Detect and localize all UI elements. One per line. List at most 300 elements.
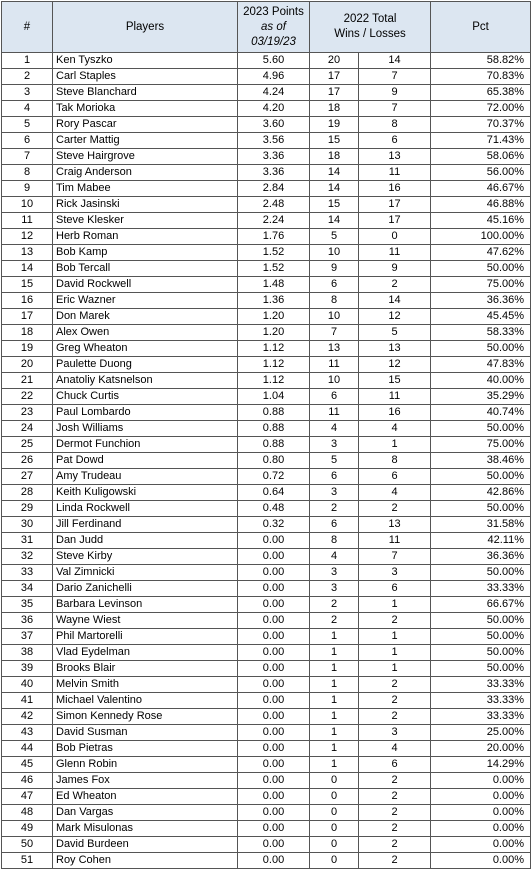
wins-cell: 1 [310, 709, 359, 725]
rank-cell: 20 [2, 357, 53, 373]
points-cell: 3.60 [238, 117, 310, 133]
pct-cell: 50.00% [431, 261, 531, 277]
losses-cell: 11 [359, 245, 431, 261]
table-row [2, 165, 531, 181]
points-cell: 0.00 [238, 597, 310, 613]
table-row [2, 549, 531, 565]
pct-cell: 65.38% [431, 85, 531, 101]
pct-cell: 42.11% [431, 533, 531, 549]
losses-cell: 2 [359, 677, 431, 693]
rank-cell: 43 [2, 725, 53, 741]
losses-cell: 6 [359, 469, 431, 485]
losses-cell: 2 [359, 709, 431, 725]
pct-cell: 46.67% [431, 181, 531, 197]
points-cell: 0.00 [238, 613, 310, 629]
pct-cell: 47.83% [431, 357, 531, 373]
pct-cell: 0.00% [431, 821, 531, 837]
player-name-cell: Val Zimnicki [53, 565, 238, 581]
losses-cell: 2 [359, 805, 431, 821]
losses-cell: 11 [359, 533, 431, 549]
points-cell: 0.00 [238, 629, 310, 645]
pct-cell: 50.00% [431, 501, 531, 517]
table-row [2, 661, 531, 677]
pct-cell: 0.00% [431, 837, 531, 853]
pct-cell: 14.29% [431, 757, 531, 773]
table-row [2, 421, 531, 437]
wins-cell: 1 [310, 629, 359, 645]
rank-cell: 4 [2, 101, 53, 117]
points-cell: 0.80 [238, 453, 310, 469]
wins-cell: 17 [310, 85, 359, 101]
table-row [2, 389, 531, 405]
player-name-cell: Herb Roman [53, 229, 238, 245]
table-row [2, 821, 531, 837]
losses-cell: 2 [359, 613, 431, 629]
pct-cell: 40.00% [431, 373, 531, 389]
pct-header: Pct [431, 2, 531, 53]
pct-cell: 71.43% [431, 133, 531, 149]
points-cell: 0.88 [238, 437, 310, 453]
pct-cell: 75.00% [431, 437, 531, 453]
table-body [2, 53, 531, 869]
table-row [2, 485, 531, 501]
table-row [2, 277, 531, 293]
points-cell: 0.00 [238, 757, 310, 773]
table-row [2, 101, 531, 117]
wins-cell: 20 [310, 53, 359, 69]
rank-cell: 41 [2, 693, 53, 709]
table-row [2, 341, 531, 357]
points-cell: 4.24 [238, 85, 310, 101]
table-row [2, 757, 531, 773]
losses-cell: 13 [359, 517, 431, 533]
wins-cell: 14 [310, 213, 359, 229]
player-name-cell: David Rockwell [53, 277, 238, 293]
points-cell: 0.64 [238, 485, 310, 501]
pct-cell: 42.86% [431, 485, 531, 501]
table-row [2, 149, 531, 165]
points-cell: 1.04 [238, 389, 310, 405]
points-cell: 0.00 [238, 693, 310, 709]
rank-cell: 51 [2, 853, 53, 869]
pct-cell: 36.36% [431, 293, 531, 309]
wins-cell: 17 [310, 69, 359, 85]
player-name-cell: Dermot Funchion [53, 437, 238, 453]
player-name-cell: Josh Williams [53, 421, 238, 437]
table-row [2, 181, 531, 197]
table-row [2, 69, 531, 85]
rank-cell: 15 [2, 277, 53, 293]
table-row [2, 805, 531, 821]
table-row [2, 229, 531, 245]
wins-cell: 0 [310, 821, 359, 837]
points-cell: 4.20 [238, 101, 310, 117]
wins-cell: 0 [310, 773, 359, 789]
losses-cell: 8 [359, 453, 431, 469]
player-name-cell: Glenn Robin [53, 757, 238, 773]
rank-cell: 35 [2, 597, 53, 613]
points-cell: 1.52 [238, 261, 310, 277]
pct-cell: 0.00% [431, 853, 531, 869]
player-name-cell: David Susman [53, 725, 238, 741]
table-row [2, 245, 531, 261]
wins-losses-header-line2: Wins / Losses [334, 28, 406, 40]
points-cell: 2.24 [238, 213, 310, 229]
pct-cell: 33.33% [431, 677, 531, 693]
rank-cell: 19 [2, 341, 53, 357]
table-row [2, 197, 531, 213]
pct-cell: 66.67% [431, 597, 531, 613]
wins-cell: 6 [310, 389, 359, 405]
rank-cell: 17 [2, 309, 53, 325]
player-name-cell: Rory Pascar [53, 117, 238, 133]
player-name-cell: Carter Mattig [53, 133, 238, 149]
table-row [2, 85, 531, 101]
points-cell: 1.12 [238, 341, 310, 357]
points-cell: 0.00 [238, 789, 310, 805]
player-name-cell: Dan Judd [53, 533, 238, 549]
pct-cell: 0.00% [431, 773, 531, 789]
pct-cell: 50.00% [431, 661, 531, 677]
points-cell: 0.00 [238, 549, 310, 565]
rank-cell: 12 [2, 229, 53, 245]
pct-cell: 50.00% [431, 341, 531, 357]
pct-cell: 58.33% [431, 325, 531, 341]
rank-cell: 1 [2, 53, 53, 69]
losses-cell: 13 [359, 341, 431, 357]
rank-cell: 25 [2, 437, 53, 453]
losses-cell: 9 [359, 261, 431, 277]
player-name-cell: Bob Pietras [53, 741, 238, 757]
losses-cell: 6 [359, 581, 431, 597]
pct-cell: 72.00% [431, 101, 531, 117]
points-cell: 0.32 [238, 517, 310, 533]
wins-cell: 3 [310, 437, 359, 453]
rank-cell: 31 [2, 533, 53, 549]
pct-cell: 70.37% [431, 117, 531, 133]
table-row [2, 613, 531, 629]
losses-cell: 1 [359, 661, 431, 677]
wins-cell: 1 [310, 645, 359, 661]
wins-cell: 11 [310, 405, 359, 421]
rank-cell: 28 [2, 485, 53, 501]
rank-cell: 11 [2, 213, 53, 229]
table-row [2, 741, 531, 757]
pct-cell: 50.00% [431, 565, 531, 581]
table-row [2, 325, 531, 341]
losses-cell: 11 [359, 389, 431, 405]
losses-cell: 7 [359, 549, 431, 565]
pct-cell: 38.46% [431, 453, 531, 469]
player-name-cell: Melvin Smith [53, 677, 238, 693]
points-cell: 3.56 [238, 133, 310, 149]
table-row [2, 533, 531, 549]
player-name-cell: David Burdeen [53, 837, 238, 853]
losses-cell: 17 [359, 213, 431, 229]
rank-cell: 22 [2, 389, 53, 405]
rank-cell: 14 [2, 261, 53, 277]
player-name-cell: Pat Dowd [53, 453, 238, 469]
pct-cell: 58.82% [431, 53, 531, 69]
table-row [2, 645, 531, 661]
table-row [2, 693, 531, 709]
wins-cell: 2 [310, 501, 359, 517]
table-row [2, 581, 531, 597]
player-name-cell: Linda Rockwell [53, 501, 238, 517]
rank-cell: 2 [2, 69, 53, 85]
pct-cell: 31.58% [431, 517, 531, 533]
losses-cell: 2 [359, 821, 431, 837]
wins-cell: 3 [310, 565, 359, 581]
wins-cell: 1 [310, 693, 359, 709]
pct-cell: 0.00% [431, 805, 531, 821]
wins-cell: 0 [310, 837, 359, 853]
standings-table [1, 1, 531, 869]
rank-cell: 47 [2, 789, 53, 805]
table-row [2, 373, 531, 389]
table-row [2, 629, 531, 645]
wins-cell: 15 [310, 197, 359, 213]
rank-cell: 49 [2, 821, 53, 837]
player-name-cell: Mark Misulonas [53, 821, 238, 837]
table-row [2, 133, 531, 149]
points-cell: 1.12 [238, 373, 310, 389]
wins-losses-header [310, 2, 431, 53]
pct-cell: 47.62% [431, 245, 531, 261]
pct-cell: 25.00% [431, 725, 531, 741]
wins-cell: 14 [310, 165, 359, 181]
rank-cell: 33 [2, 565, 53, 581]
pct-cell: 70.83% [431, 69, 531, 85]
player-name-cell: Barbara Levinson [53, 597, 238, 613]
rank-cell: 26 [2, 453, 53, 469]
rank-cell: 27 [2, 469, 53, 485]
points-cell: 0.00 [238, 821, 310, 837]
player-name-cell: Greg Wheaton [53, 341, 238, 357]
points-cell: 0.00 [238, 565, 310, 581]
points-cell: 2.84 [238, 181, 310, 197]
points-cell: 0.00 [238, 661, 310, 677]
rank-cell: 46 [2, 773, 53, 789]
points-cell: 1.36 [238, 293, 310, 309]
points-cell: 1.52 [238, 245, 310, 261]
wins-cell: 9 [310, 261, 359, 277]
wins-cell: 10 [310, 373, 359, 389]
points-cell: 0.00 [238, 837, 310, 853]
rank-cell: 24 [2, 421, 53, 437]
table-row [2, 709, 531, 725]
players-header: Players [53, 2, 238, 53]
pct-cell: 50.00% [431, 629, 531, 645]
losses-cell: 4 [359, 741, 431, 757]
points-cell: 0.00 [238, 805, 310, 821]
rank-cell: 23 [2, 405, 53, 421]
wins-cell: 8 [310, 533, 359, 549]
table-row [2, 261, 531, 277]
losses-cell: 4 [359, 485, 431, 501]
pct-cell: 50.00% [431, 613, 531, 629]
table-row [2, 501, 531, 517]
table-row [2, 357, 531, 373]
losses-cell: 14 [359, 53, 431, 69]
losses-cell: 2 [359, 277, 431, 293]
rank-cell: 3 [2, 85, 53, 101]
player-name-cell: Craig Anderson [53, 165, 238, 181]
rank-cell: 10 [2, 197, 53, 213]
points-cell: 2.48 [238, 197, 310, 213]
wins-cell: 6 [310, 277, 359, 293]
losses-cell: 14 [359, 293, 431, 309]
player-name-cell: Roy Cohen [53, 853, 238, 869]
wins-cell: 18 [310, 149, 359, 165]
wins-cell: 18 [310, 101, 359, 117]
wins-cell: 4 [310, 421, 359, 437]
losses-cell: 3 [359, 725, 431, 741]
pct-cell: 33.33% [431, 709, 531, 725]
pct-cell: 50.00% [431, 645, 531, 661]
player-name-cell: James Fox [53, 773, 238, 789]
player-name-cell: Eric Wazner [53, 293, 238, 309]
pct-cell: 33.33% [431, 693, 531, 709]
player-name-cell: Rick Jasinski [53, 197, 238, 213]
points-cell: 0.00 [238, 709, 310, 725]
table-row [2, 405, 531, 421]
wins-cell: 19 [310, 117, 359, 133]
wins-cell: 15 [310, 133, 359, 149]
pct-cell: 0.00% [431, 789, 531, 805]
rank-cell: 50 [2, 837, 53, 853]
rank-cell: 16 [2, 293, 53, 309]
player-name-cell: Dario Zanichelli [53, 581, 238, 597]
player-name-cell: Steve Blanchard [53, 85, 238, 101]
wins-cell: 10 [310, 309, 359, 325]
header-row [2, 2, 531, 53]
table-row [2, 773, 531, 789]
losses-cell: 6 [359, 757, 431, 773]
rank-cell: 30 [2, 517, 53, 533]
table-row [2, 53, 531, 69]
player-name-cell: Anatoliy Katsnelson [53, 373, 238, 389]
player-name-cell: Steve Klesker [53, 213, 238, 229]
wins-cell: 1 [310, 725, 359, 741]
player-name-cell: Ken Tyszko [53, 53, 238, 69]
points-cell: 0.88 [238, 405, 310, 421]
wins-cell: 2 [310, 613, 359, 629]
losses-cell: 3 [359, 565, 431, 581]
rank-cell: 32 [2, 549, 53, 565]
rank-cell: 7 [2, 149, 53, 165]
points-cell: 0.00 [238, 773, 310, 789]
wins-cell: 8 [310, 293, 359, 309]
player-name-cell: Brooks Blair [53, 661, 238, 677]
losses-cell: 7 [359, 69, 431, 85]
table-row [2, 453, 531, 469]
losses-cell: 16 [359, 181, 431, 197]
losses-cell: 1 [359, 437, 431, 453]
losses-cell: 11 [359, 165, 431, 181]
rank-cell: 37 [2, 629, 53, 645]
table-row [2, 565, 531, 581]
player-name-cell: Paul Lombardo [53, 405, 238, 421]
player-name-cell: Simon Kennedy Rose [53, 709, 238, 725]
rank-cell: 21 [2, 373, 53, 389]
points-header-line2: as of [261, 20, 286, 33]
losses-cell: 16 [359, 405, 431, 421]
player-name-cell: Phil Martorelli [53, 629, 238, 645]
table-row [2, 789, 531, 805]
points-cell: 1.12 [238, 357, 310, 373]
table-row [2, 677, 531, 693]
losses-cell: 8 [359, 117, 431, 133]
losses-cell: 6 [359, 133, 431, 149]
pct-cell: 20.00% [431, 741, 531, 757]
pct-cell: 40.74% [431, 405, 531, 421]
losses-cell: 12 [359, 309, 431, 325]
wins-cell: 13 [310, 341, 359, 357]
rank-cell: 18 [2, 325, 53, 341]
table-row [2, 725, 531, 741]
pct-cell: 33.33% [431, 581, 531, 597]
rank-cell: 48 [2, 805, 53, 821]
player-name-cell: Tim Mabee [53, 181, 238, 197]
points-cell: 0.00 [238, 741, 310, 757]
player-name-cell: Bob Kamp [53, 245, 238, 261]
wins-cell: 2 [310, 597, 359, 613]
wins-cell: 4 [310, 549, 359, 565]
losses-cell: 2 [359, 773, 431, 789]
points-cell: 1.20 [238, 325, 310, 341]
player-name-cell: Bob Tercall [53, 261, 238, 277]
pct-cell: 46.88% [431, 197, 531, 213]
rank-cell: 40 [2, 677, 53, 693]
pct-cell: 45.16% [431, 213, 531, 229]
pct-cell: 75.00% [431, 277, 531, 293]
points-header-line1: 2023 Points [243, 5, 304, 18]
losses-cell: 7 [359, 101, 431, 117]
player-name-cell: Amy Trudeau [53, 469, 238, 485]
player-name-cell: Vlad Eydelman [53, 645, 238, 661]
wins-cell: 0 [310, 805, 359, 821]
points-cell: 3.36 [238, 149, 310, 165]
table-row [2, 293, 531, 309]
wins-cell: 0 [310, 789, 359, 805]
pct-cell: 36.36% [431, 549, 531, 565]
wins-cell: 6 [310, 517, 359, 533]
wins-cell: 6 [310, 469, 359, 485]
losses-cell: 5 [359, 325, 431, 341]
points-cell: 0.00 [238, 533, 310, 549]
points-cell: 0.00 [238, 581, 310, 597]
wins-cell: 11 [310, 357, 359, 373]
rank-cell: 8 [2, 165, 53, 181]
rank-cell: 42 [2, 709, 53, 725]
rank-cell: 39 [2, 661, 53, 677]
wins-cell: 1 [310, 741, 359, 757]
points-cell: 5.60 [238, 53, 310, 69]
wins-cell: 3 [310, 581, 359, 597]
table-row [2, 837, 531, 853]
table-row [2, 517, 531, 533]
player-name-cell: Tak Morioka [53, 101, 238, 117]
wins-cell: 1 [310, 677, 359, 693]
losses-cell: 0 [359, 229, 431, 245]
wins-cell: 1 [310, 757, 359, 773]
table-row [2, 309, 531, 325]
player-name-cell: Wayne Wiest [53, 613, 238, 629]
player-name-cell: Michael Valentino [53, 693, 238, 709]
pct-cell: 50.00% [431, 421, 531, 437]
points-cell: 0.00 [238, 725, 310, 741]
